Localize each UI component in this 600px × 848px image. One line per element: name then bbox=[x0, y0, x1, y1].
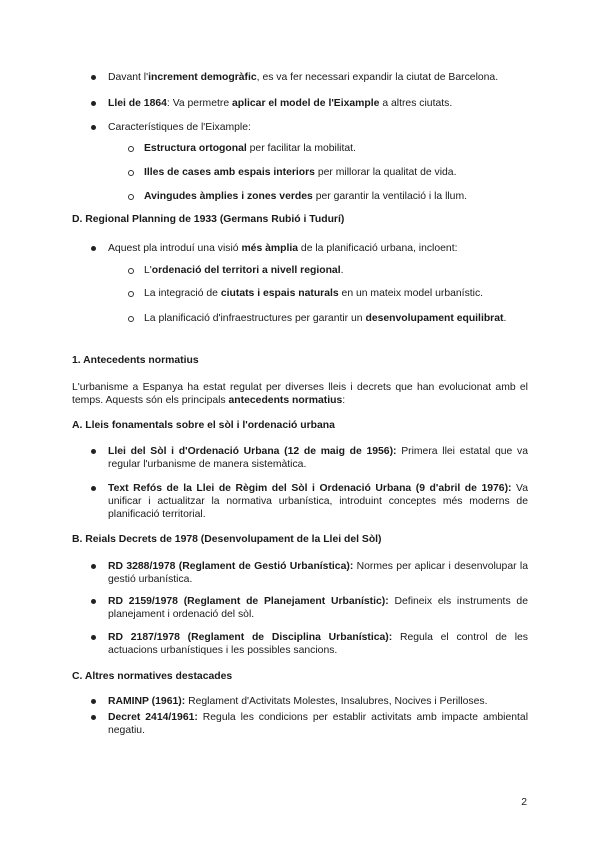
sub-list-item: Estructura ortogonal per facilitar la mobilitat. bbox=[144, 143, 356, 154]
sub-list-item: La integració de ciutats i espais naturals en un mateix model urbanístic. bbox=[144, 288, 484, 299]
bullet-dot bbox=[91, 75, 96, 80]
bullet-dot bbox=[91, 246, 96, 251]
sub-bullet-circle bbox=[128, 146, 134, 152]
section-heading: D. Regional Planning de 1933 (Germans Rubió i Tudurí) bbox=[72, 214, 345, 225]
section-heading: C. Altres normatives destacades bbox=[72, 671, 233, 682]
sub-list-item: L'ordenació del territori a nivell regional. bbox=[144, 265, 344, 276]
sub-bullet-circle bbox=[128, 194, 134, 200]
bullet-dot bbox=[91, 715, 96, 720]
list-item: Text Refós de la Llei de Règim del Sòl i Ordenació Urbana (9 d'abril de 1976): Va unificar i actualitzar la normativa urbanística, introduint conceptes més moderns de planificació territorial. bbox=[108, 483, 528, 520]
list-item: Davant l'increment demogràfic, es va fer necessari expandir la ciutat de Barcelona. bbox=[108, 72, 499, 83]
bullet-dot bbox=[91, 599, 96, 604]
bullet-dot bbox=[91, 564, 96, 569]
list-item: Característiques de l'Eixample: bbox=[108, 122, 251, 133]
bullet-dot bbox=[91, 449, 96, 454]
bullet-dot bbox=[91, 699, 96, 704]
paragraph: L'urbanisme a Espanya ha estat regulat per diverses lleis i decrets que han evolucionat amb el temps. Aquests són els principals antecedents normatius: bbox=[72, 382, 528, 406]
sub-list-item: La planificació d'infraestructures per garantir un desenvolupament equilibrat. bbox=[144, 313, 507, 324]
list-item: RAMINP (1961): Reglament d'Activitats Molestes, Insalubres, Nocives i Perilloses. bbox=[108, 696, 488, 707]
section-heading: B. Reials Decrets de 1978 (Desenvolupament de la Llei del Sòl) bbox=[72, 534, 382, 545]
bullet-dot bbox=[91, 125, 96, 130]
bullet-dot bbox=[91, 486, 96, 491]
bullet-dot bbox=[91, 635, 96, 640]
page-number: 2 bbox=[521, 797, 527, 808]
list-item: RD 2187/1978 (Reglament de Disciplina Urbanística): Regula el control de les actuacions urbanístiques i les possibles sancions. bbox=[108, 632, 528, 656]
list-item: Llei del Sòl i d'Ordenació Urbana (12 de maig de 1956): Primera llei estatal que va regular l'urbanisme de manera sistemàtica. bbox=[108, 446, 528, 470]
list-item: Llei de 1864: Va permetre aplicar el model de l'Eixample a altres ciutats. bbox=[108, 98, 453, 109]
bullet-dot bbox=[91, 101, 96, 106]
sub-list-item: Avingudes àmplies i zones verdes per garantir la ventilació i la llum. bbox=[144, 191, 468, 202]
sub-bullet-circle bbox=[128, 291, 134, 297]
sub-bullet-circle bbox=[128, 170, 134, 176]
sub-bullet-circle bbox=[128, 268, 134, 274]
sub-bullet-circle bbox=[128, 316, 134, 322]
list-item: Aquest pla introduí una visió més àmplia de la planificació urbana, incloent: bbox=[108, 243, 458, 254]
list-item: RD 3288/1978 (Reglament de Gestió Urbanística): Normes per aplicar i desenvolupar la gestió urbanística. bbox=[108, 561, 528, 585]
section-heading: 1. Antecedents normatius bbox=[72, 355, 199, 366]
list-item: Decret 2414/1961: Regula les condicions per establir activitats amb impacte ambiental negatiu. bbox=[108, 712, 528, 736]
section-heading: A. Lleis fonamentals sobre el sòl i l'ordenació urbana bbox=[72, 420, 335, 431]
sub-list-item: Illes de cases amb espais interiors per millorar la qualitat de vida. bbox=[144, 167, 457, 178]
list-item: RD 2159/1978 (Reglament de Planejament Urbanístic): Defineix els instruments de planejament i ordenació del sòl. bbox=[108, 596, 528, 620]
